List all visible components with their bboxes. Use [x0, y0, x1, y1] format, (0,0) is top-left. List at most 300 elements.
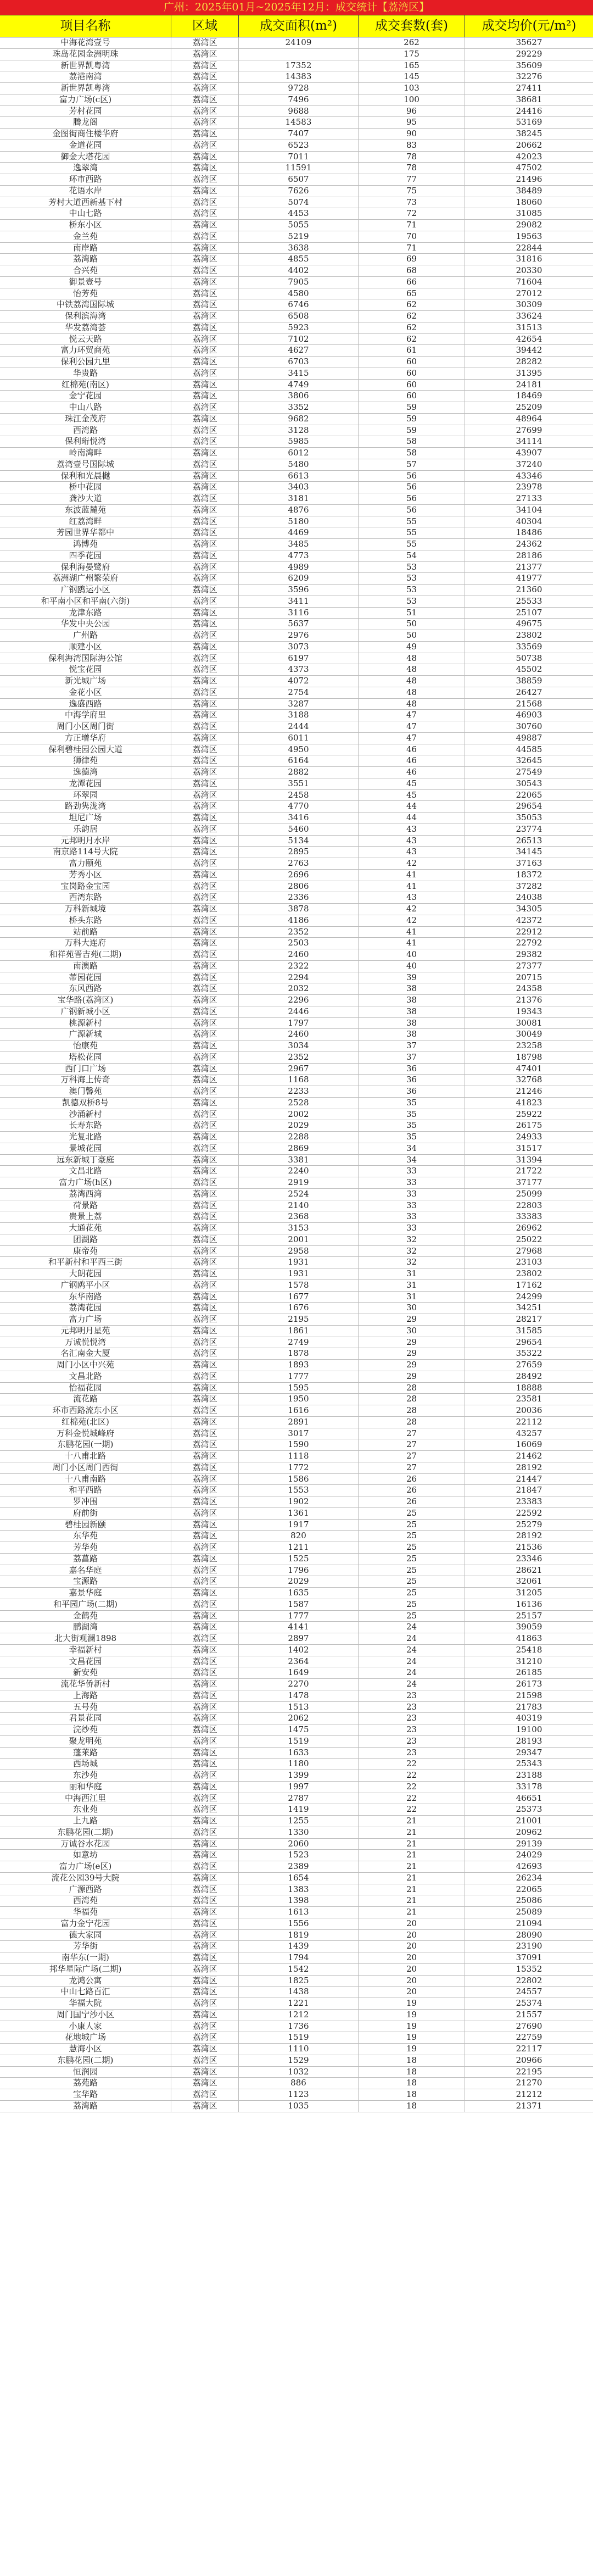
project-name-cell: 华福苑: [0, 1907, 171, 1918]
project-name-cell: 上九路: [0, 1816, 171, 1827]
units-cell: 40: [359, 961, 465, 972]
area-cell: 4186: [239, 915, 359, 926]
table-row: [0, 1268, 593, 1280]
project-name-cell: 中海学府里: [0, 710, 171, 721]
units-cell: 35: [359, 1120, 465, 1131]
avg-price-cell: 32645: [516, 755, 542, 766]
units-cell: 71: [359, 243, 465, 254]
district-cell: 荔湾区: [171, 1736, 239, 1747]
area-cell: 4453: [239, 208, 359, 219]
area-cell: 2032: [239, 983, 359, 994]
table-row: [0, 1804, 593, 1816]
table-row: [0, 1861, 593, 1873]
table-row: [0, 721, 593, 733]
avg-price-cell: 42693: [516, 1861, 542, 1871]
area-cell: 1110: [239, 2044, 359, 2055]
area-cell: 1118: [239, 1451, 359, 1462]
area-cell: 1825: [239, 1976, 359, 1987]
project-name-cell: 四季花园: [0, 550, 171, 561]
district-cell: 荔湾区: [171, 1371, 239, 1382]
area-cell: 6012: [239, 448, 359, 459]
units-cell: 38: [359, 1006, 465, 1017]
district-cell: 荔湾区: [171, 813, 239, 824]
area-cell: 4855: [239, 254, 359, 265]
avg-price-cell: 24299: [516, 1291, 542, 1301]
table-row: [0, 1850, 593, 1861]
table-row: [0, 972, 593, 984]
avg-price-cell: 27012: [516, 288, 542, 298]
table-row: [0, 1611, 593, 1622]
avg-price-cell: 24181: [516, 379, 542, 390]
header-area: 成交面积(m²): [239, 15, 359, 37]
project-name-cell: 保利海晏鹭府: [0, 562, 171, 573]
project-name-cell: 周门小区周门西街: [0, 1462, 171, 1473]
avg-price-cell: 24358: [516, 983, 542, 994]
table-row: [0, 1132, 593, 1143]
table-row: [0, 995, 593, 1006]
table-row: [0, 1120, 593, 1132]
district-cell: 荔湾区: [171, 231, 239, 242]
area-cell: 2458: [239, 790, 359, 801]
units-cell: 20: [359, 1952, 465, 1963]
area-cell: 1861: [239, 1326, 359, 1337]
units-cell: 26: [359, 1474, 465, 1485]
area-cell: 2294: [239, 972, 359, 983]
project-name-cell: 狮律苑: [0, 755, 171, 766]
area-cell: 1168: [239, 1075, 359, 1086]
area-cell: 3415: [239, 368, 359, 379]
district-cell: 荔湾区: [171, 1143, 239, 1154]
table-row: [0, 1371, 593, 1383]
avg-price-cell: 34251: [516, 1303, 542, 1313]
table-row: [0, 1109, 593, 1121]
project-name-cell: 康帝苑: [0, 1246, 171, 1257]
units-cell: 175: [359, 49, 465, 60]
avg-price-cell: 37177: [516, 1177, 542, 1187]
table-row: [0, 1246, 593, 1258]
district-cell: 荔湾区: [171, 847, 239, 858]
area-cell: 1438: [239, 1987, 359, 1998]
units-cell: 23: [359, 1736, 465, 1747]
avg-price-cell: 30543: [516, 778, 542, 788]
units-cell: 50: [359, 619, 465, 630]
units-cell: 29: [359, 1371, 465, 1382]
table-row: [0, 1337, 593, 1349]
avg-price-cell: 19563: [516, 231, 542, 241]
table-row: [0, 642, 593, 653]
project-name-cell: 东沙苑: [0, 1770, 171, 1781]
area-cell: 3017: [239, 1428, 359, 1439]
avg-price-cell: 25107: [516, 607, 542, 617]
area-cell: 1398: [239, 1895, 359, 1906]
table-row: [0, 1976, 593, 1987]
area-cell: 1902: [239, 1496, 359, 1507]
units-cell: 48: [359, 664, 465, 675]
district-cell: 荔湾区: [171, 1474, 239, 1485]
area-cell: 4402: [239, 265, 359, 276]
district-cell: 荔湾区: [171, 2021, 239, 2032]
units-cell: 25: [359, 1599, 465, 1610]
table-row: [0, 983, 593, 995]
units-cell: 32: [359, 1257, 465, 1268]
table-row: [0, 527, 593, 539]
avg-price-cell: 38245: [516, 129, 542, 138]
project-name-cell: 芳秀小区: [0, 870, 171, 881]
header-avg-price: 成交均价(元/m²): [482, 19, 577, 33]
area-cell: 2528: [239, 1098, 359, 1109]
area-cell: 1519: [239, 1736, 359, 1747]
district-cell: 荔湾区: [171, 550, 239, 561]
project-name-cell: 悦云天路: [0, 334, 171, 345]
avg-price-cell: 30309: [516, 299, 542, 310]
area-cell: 1931: [239, 1257, 359, 1268]
table-row: [0, 1143, 593, 1155]
avg-price-cell: 28192: [516, 1462, 542, 1472]
avg-price-cell: 20330: [516, 265, 542, 275]
area-cell: 1032: [239, 2067, 359, 2078]
units-cell: 25: [359, 1565, 465, 1576]
area-cell: 5480: [239, 459, 359, 470]
district-cell: 荔湾区: [171, 1132, 239, 1143]
project-name-cell: 西湾路: [0, 425, 171, 436]
project-name-cell: 和平南小区和平南(六街): [0, 596, 171, 607]
district-cell: 荔湾区: [171, 1394, 239, 1405]
avg-price-cell: 40319: [516, 1713, 542, 1723]
area-cell: 9728: [239, 83, 359, 94]
project-name-cell: 聚龙明苑: [0, 1736, 171, 1747]
district-cell: 荔湾区: [171, 1690, 239, 1701]
project-name-cell: 名汇南金大厦: [0, 1348, 171, 1359]
project-name-cell: 东华南路: [0, 1292, 171, 1303]
district-cell: 荔湾区: [171, 2032, 239, 2043]
area-cell: 1439: [239, 1941, 359, 1952]
table-row: [0, 1086, 593, 1098]
area-cell: 17352: [239, 60, 359, 71]
units-cell: 62: [359, 311, 465, 322]
area-cell: 2352: [239, 927, 359, 938]
area-cell: 1772: [239, 1462, 359, 1473]
units-cell: 83: [359, 140, 465, 151]
area-cell: 2389: [239, 1861, 359, 1872]
units-cell: 24: [359, 1622, 465, 1633]
district-cell: 荔湾区: [171, 972, 239, 983]
project-name-cell: 碧桂园新颐: [0, 1520, 171, 1531]
project-name-cell: 府前街: [0, 1508, 171, 1519]
table-row: [0, 927, 593, 938]
avg-price-cell: 26173: [516, 1679, 542, 1689]
units-cell: 60: [359, 380, 465, 391]
project-name-cell: 幸福新村: [0, 1645, 171, 1656]
avg-price-cell: 24029: [516, 1850, 542, 1860]
table-row: [0, 2089, 593, 2101]
table-row: [0, 493, 593, 505]
district-cell: 荔湾区: [171, 1656, 239, 1667]
project-name-cell: 宝源路: [0, 1576, 171, 1587]
table-row: [0, 1724, 593, 1736]
area-cell: 3153: [239, 1223, 359, 1234]
district-cell: 荔湾区: [171, 1462, 239, 1473]
project-name-cell: 邦华星际广场(二期): [0, 1964, 171, 1975]
district-cell: 荔湾区: [171, 448, 239, 459]
avg-price-cell: 38681: [516, 94, 542, 104]
table-row: [0, 1257, 593, 1268]
avg-price-cell: 37163: [516, 858, 542, 868]
avg-price-cell: 35322: [516, 1348, 542, 1359]
header-units: 成交套数(套): [359, 15, 465, 37]
area-cell: 1819: [239, 1930, 359, 1941]
area-cell: 2062: [239, 1713, 359, 1724]
avg-price-cell: 25086: [516, 1895, 542, 1906]
district-cell: 荔湾区: [171, 1428, 239, 1439]
table-row: [0, 471, 593, 482]
avg-price-cell: 37240: [516, 459, 542, 469]
avg-price-cell: 29139: [516, 1838, 542, 1849]
avg-price-cell: 21568: [516, 698, 542, 709]
project-name-cell: 桥头东路: [0, 915, 171, 926]
district-cell: 荔湾区: [171, 1964, 239, 1975]
avg-price-cell: 24933: [516, 1132, 542, 1142]
project-name-cell: 富力广场: [0, 1314, 171, 1325]
area-cell: 1595: [239, 1383, 359, 1394]
avg-price-cell: 31816: [516, 254, 542, 264]
avg-price-cell: 16136: [516, 1599, 542, 1609]
project-name-cell: 元邦明月水岸: [0, 836, 171, 847]
table-row: [0, 505, 593, 516]
district-cell: 荔湾区: [171, 1508, 239, 1519]
area-cell: 1553: [239, 1485, 359, 1496]
project-name-cell: 中海西江里: [0, 1793, 171, 1804]
report-title: 广州：2025年01月~2025年12月：成交统计【荔湾区】: [0, 0, 593, 15]
table-row: [0, 1998, 593, 2010]
district-cell: 荔湾区: [171, 573, 239, 584]
avg-price-cell: 43346: [516, 470, 542, 481]
table-row: [0, 630, 593, 642]
units-cell: 28: [359, 1383, 465, 1394]
avg-price-cell: 22112: [516, 1416, 542, 1427]
district-cell: 荔湾区: [171, 2055, 239, 2066]
units-cell: 65: [359, 288, 465, 299]
table-row: [0, 1303, 593, 1314]
project-name-cell: 怡芳苑: [0, 288, 171, 299]
area-cell: 3638: [239, 243, 359, 254]
table-row: [0, 915, 593, 927]
district-cell: 荔湾区: [171, 585, 239, 596]
district-cell: 荔湾区: [171, 163, 239, 174]
project-name-cell: 怡福花园: [0, 1383, 171, 1394]
units-cell: 32: [359, 1246, 465, 1257]
project-name-cell: 长寿东路: [0, 1120, 171, 1131]
table-row: [0, 1462, 593, 1474]
avg-price-cell: 22792: [516, 938, 542, 948]
avg-price-cell: 29229: [516, 48, 542, 59]
table-row: [0, 1520, 593, 1531]
units-cell: 22: [359, 1793, 465, 1804]
units-cell: 20: [359, 1930, 465, 1941]
district-cell: 荔湾区: [171, 1439, 239, 1450]
avg-price-cell: 21360: [516, 585, 542, 594]
units-cell: 72: [359, 208, 465, 219]
district-cell: 荔湾区: [171, 1588, 239, 1599]
units-cell: 23: [359, 1713, 465, 1724]
table-row: [0, 1576, 593, 1588]
project-name-cell: 万科金悦城峰府: [0, 1428, 171, 1439]
area-cell: 2524: [239, 1189, 359, 1200]
table-row: [0, 117, 593, 129]
district-cell: 荔湾区: [171, 1166, 239, 1177]
area-cell: 5460: [239, 824, 359, 835]
avg-price-cell: 32061: [516, 1576, 542, 1587]
avg-price-cell: 31085: [516, 208, 542, 219]
units-cell: 19: [359, 2044, 465, 2055]
district-cell: 荔湾区: [171, 778, 239, 789]
area-cell: 3485: [239, 539, 359, 550]
avg-price-cell: 49887: [516, 732, 542, 743]
units-cell: 43: [359, 847, 465, 858]
project-name-cell: 腾龙阁: [0, 117, 171, 128]
table-row: [0, 1554, 593, 1565]
avg-price-cell: 38859: [516, 676, 542, 686]
units-cell: 62: [359, 334, 465, 345]
avg-price-cell: 33178: [516, 1781, 542, 1791]
table-row: [0, 208, 593, 220]
district-cell: 荔湾区: [171, 767, 239, 778]
units-cell: 66: [359, 277, 465, 288]
avg-price-cell: 41977: [516, 573, 542, 583]
avg-price-cell: 21462: [516, 1451, 542, 1461]
area-cell: 4989: [239, 562, 359, 573]
table-row: [0, 1189, 593, 1200]
table-row: [0, 243, 593, 254]
avg-price-cell: 46903: [516, 710, 542, 720]
table-row: [0, 482, 593, 493]
units-cell: 20: [359, 1987, 465, 1998]
table-row: [0, 106, 593, 118]
units-cell: 33: [359, 1200, 465, 1211]
area-cell: 1654: [239, 1873, 359, 1884]
units-cell: 28: [359, 1405, 465, 1416]
area-cell: 1635: [239, 1588, 359, 1599]
project-name-cell: 万科大连府: [0, 938, 171, 949]
table-row: [0, 813, 593, 824]
table-row: [0, 1394, 593, 1405]
table-row: [0, 140, 593, 152]
units-cell: 22: [359, 1759, 465, 1770]
units-cell: 21: [359, 1895, 465, 1906]
district-cell: 荔湾区: [171, 1793, 239, 1804]
project-name-cell: 龙鸿公寓: [0, 1976, 171, 1987]
district-cell: 荔湾区: [171, 186, 239, 197]
project-name-cell: 富力广场(h区): [0, 1177, 171, 1188]
project-name-cell: 慧海小区: [0, 2044, 171, 2055]
district-cell: 荔湾区: [171, 1531, 239, 1542]
project-name-cell: 新世界凯粤湾: [0, 60, 171, 71]
units-cell: 20: [359, 1918, 465, 1929]
avg-price-cell: 21376: [516, 995, 542, 1005]
project-name-cell: 南岸路: [0, 243, 171, 254]
units-cell: 43: [359, 892, 465, 903]
table-row: [0, 1952, 593, 1964]
project-name-cell: 广钢鸥运小区: [0, 585, 171, 596]
table-row: [0, 1930, 593, 1941]
district-cell: 荔湾区: [171, 892, 239, 903]
units-cell: 35: [359, 1109, 465, 1120]
district-cell: 荔湾区: [171, 106, 239, 117]
district-cell: 荔湾区: [171, 391, 239, 402]
project-name-cell: 浣纱苑: [0, 1724, 171, 1735]
units-cell: 36: [359, 1086, 465, 1097]
project-name-cell: 西门口广场: [0, 1064, 171, 1075]
project-name-cell: 小康人家: [0, 2021, 171, 2032]
avg-price-cell: 27377: [516, 960, 542, 971]
units-cell: 19: [359, 2032, 465, 2043]
table-row: [0, 2067, 593, 2078]
project-name-cell: 桥东小区: [0, 220, 171, 231]
table-row: [0, 938, 593, 949]
avg-price-cell: 47502: [516, 163, 542, 173]
units-cell: 31: [359, 1292, 465, 1303]
units-cell: 25: [359, 1520, 465, 1531]
project-name-cell: 中山七路百汇: [0, 1987, 171, 1998]
avg-price-cell: 20962: [516, 1827, 542, 1837]
area-cell: 2919: [239, 1177, 359, 1188]
units-cell: 103: [359, 83, 465, 94]
units-cell: 45: [359, 778, 465, 789]
project-name-cell: 荷景路: [0, 1200, 171, 1211]
project-name-cell: 新世界凯粤湾: [0, 83, 171, 94]
units-cell: 33: [359, 1166, 465, 1177]
area-cell: 2296: [239, 995, 359, 1006]
table-row: [0, 311, 593, 322]
district-cell: 荔湾区: [171, 1417, 239, 1428]
area-cell: 2967: [239, 1064, 359, 1075]
project-name-cell: 德大家园: [0, 1930, 171, 1941]
table-row: [0, 368, 593, 380]
area-cell: 5134: [239, 836, 359, 847]
project-name-cell: 红棉苑(南区): [0, 380, 171, 391]
units-cell: 56: [359, 493, 465, 504]
area-cell: 1613: [239, 1907, 359, 1918]
project-name-cell: 团湖路: [0, 1234, 171, 1245]
table-row: [0, 2101, 593, 2112]
table-row: [0, 448, 593, 459]
avg-price-cell: 24416: [516, 105, 542, 116]
district-cell: 荔湾区: [171, 94, 239, 105]
table-header: [0, 15, 593, 37]
area-cell: 1525: [239, 1554, 359, 1565]
units-cell: 49: [359, 642, 465, 653]
avg-price-cell: 42654: [516, 333, 542, 344]
table-row: [0, 1348, 593, 1360]
avg-price-cell: 18060: [516, 197, 542, 207]
project-name-cell: 恒润园: [0, 2067, 171, 2078]
units-cell: 20: [359, 1964, 465, 1975]
district-cell: 荔湾区: [171, 49, 239, 60]
area-cell: 3188: [239, 710, 359, 721]
units-cell: 51: [359, 608, 465, 619]
units-cell: 30: [359, 1303, 465, 1314]
table-row: [0, 1895, 593, 1907]
project-name-cell: 宝华路(荔湾区): [0, 995, 171, 1006]
district-cell: 荔湾区: [171, 1155, 239, 1166]
area-cell: 1211: [239, 1542, 359, 1553]
project-name-cell: 华福大院: [0, 1998, 171, 2009]
project-name-cell: 珠江金茂府: [0, 414, 171, 425]
project-name-cell: 保利滨海湾: [0, 311, 171, 322]
project-name-cell: 周门小区中兴苑: [0, 1360, 171, 1371]
avg-price-cell: 31395: [516, 368, 542, 378]
area-cell: 2460: [239, 949, 359, 960]
units-cell: 48: [359, 687, 465, 698]
